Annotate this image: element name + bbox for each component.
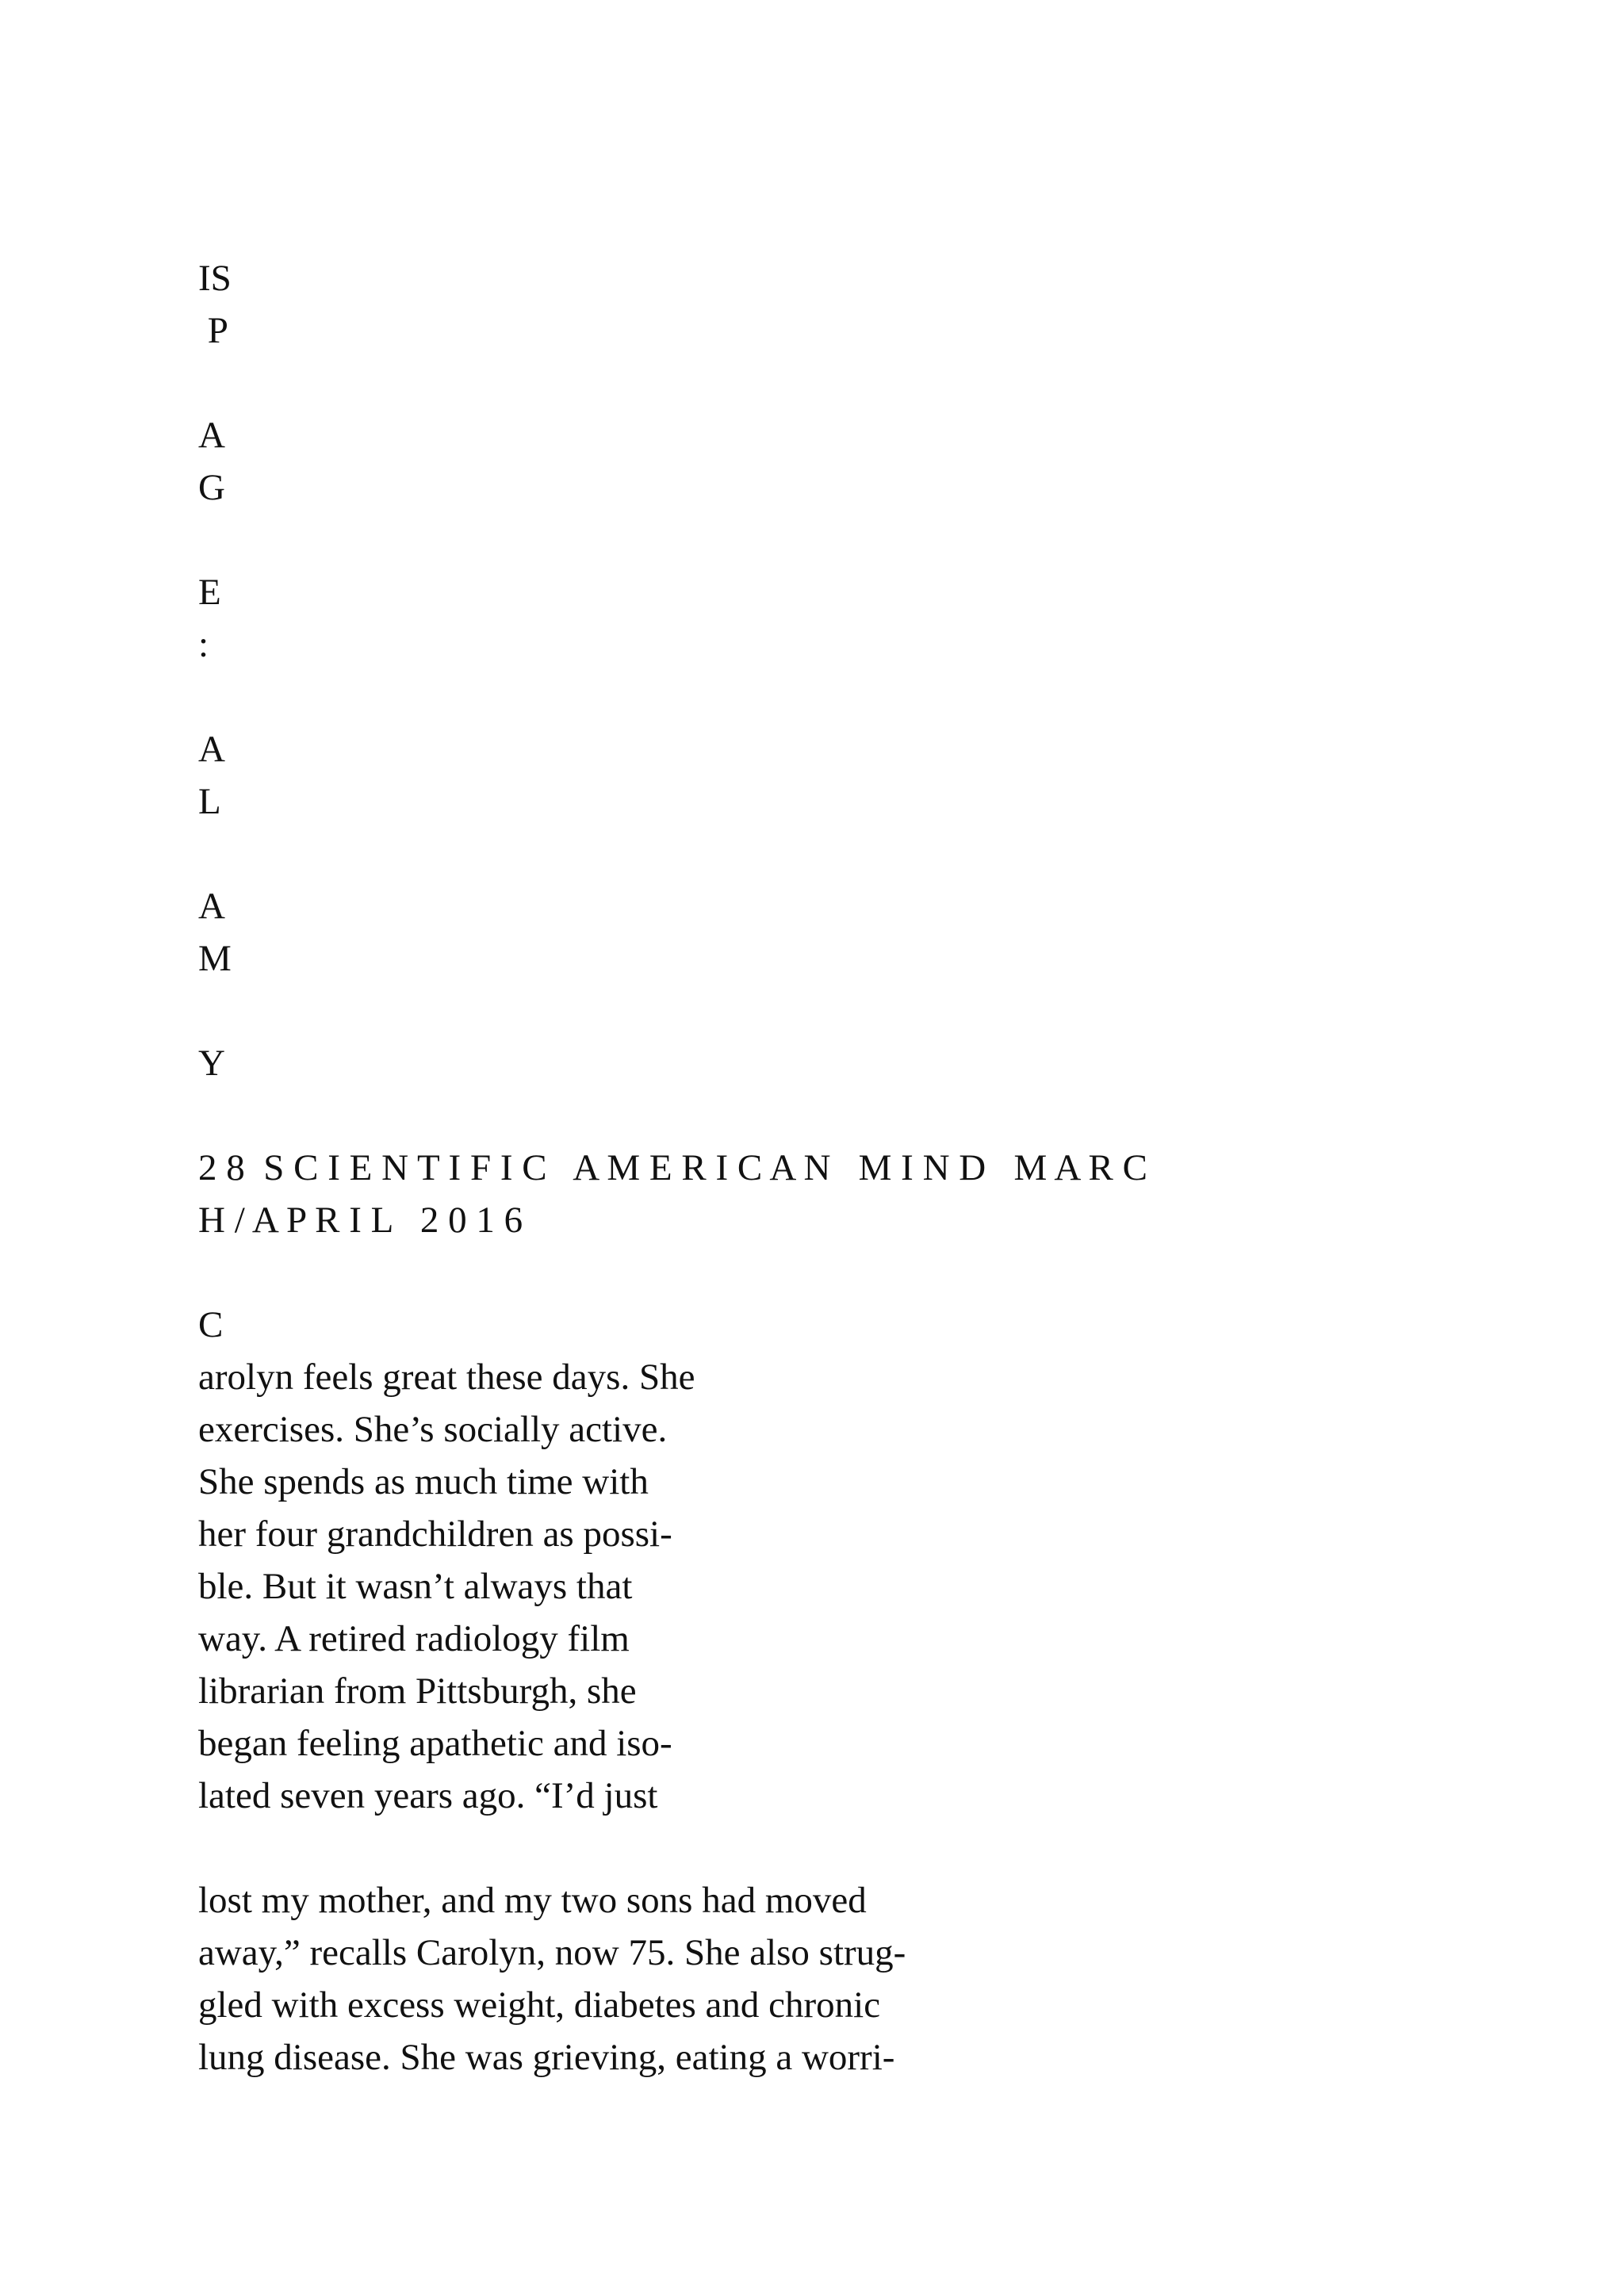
credit-letter: A [198,415,225,456]
body-line: ble. But it wasn’t always that [198,1566,633,1607]
credit-letter: A [198,886,225,927]
credit-letter: L [198,781,221,822]
credit-letter: E [198,572,221,613]
body-line: away,” recalls Carolyn, now 75. She also strug- [198,1932,906,1973]
running-head-line-2: H / A P R I L 2 0 1 6 [198,1200,523,1241]
body-line: gled with excess weight, diabetes and chronic [198,1984,881,2026]
credit-letter: G [198,467,225,508]
body-line: way. A retired radiology film [198,1618,630,1659]
body-line: lost my mother, and my two sons had moved [198,1880,867,1921]
credit-letter: P [198,310,228,351]
body-line: her four grandchildren as possi- [198,1513,672,1555]
running-head-line-1: 2 8 S C I E N T I F I C A M E R I C A N M I N D M A R C [198,1147,1147,1188]
body-line: librarian from Pittsburgh, she [198,1670,637,1712]
body-line: lated seven years ago. “I’d just [198,1775,658,1816]
body-line: lung disease. She was grieving, eating a worri- [198,2037,895,2078]
body-line: exercises. She’s socially active. [198,1409,668,1450]
credit-letter: M [198,938,232,979]
credit-letter: : [198,624,209,665]
body-line: She spends as much time with [198,1461,649,1502]
body-line: arolyn feels great these days. She [198,1357,695,1398]
drop-cap: C [198,1304,224,1345]
credit-letter: A [198,729,225,770]
credit-letter: IS [198,258,232,299]
credit-letter: Y [198,1043,225,1084]
body-line: began feeling apathetic and iso- [198,1723,672,1764]
